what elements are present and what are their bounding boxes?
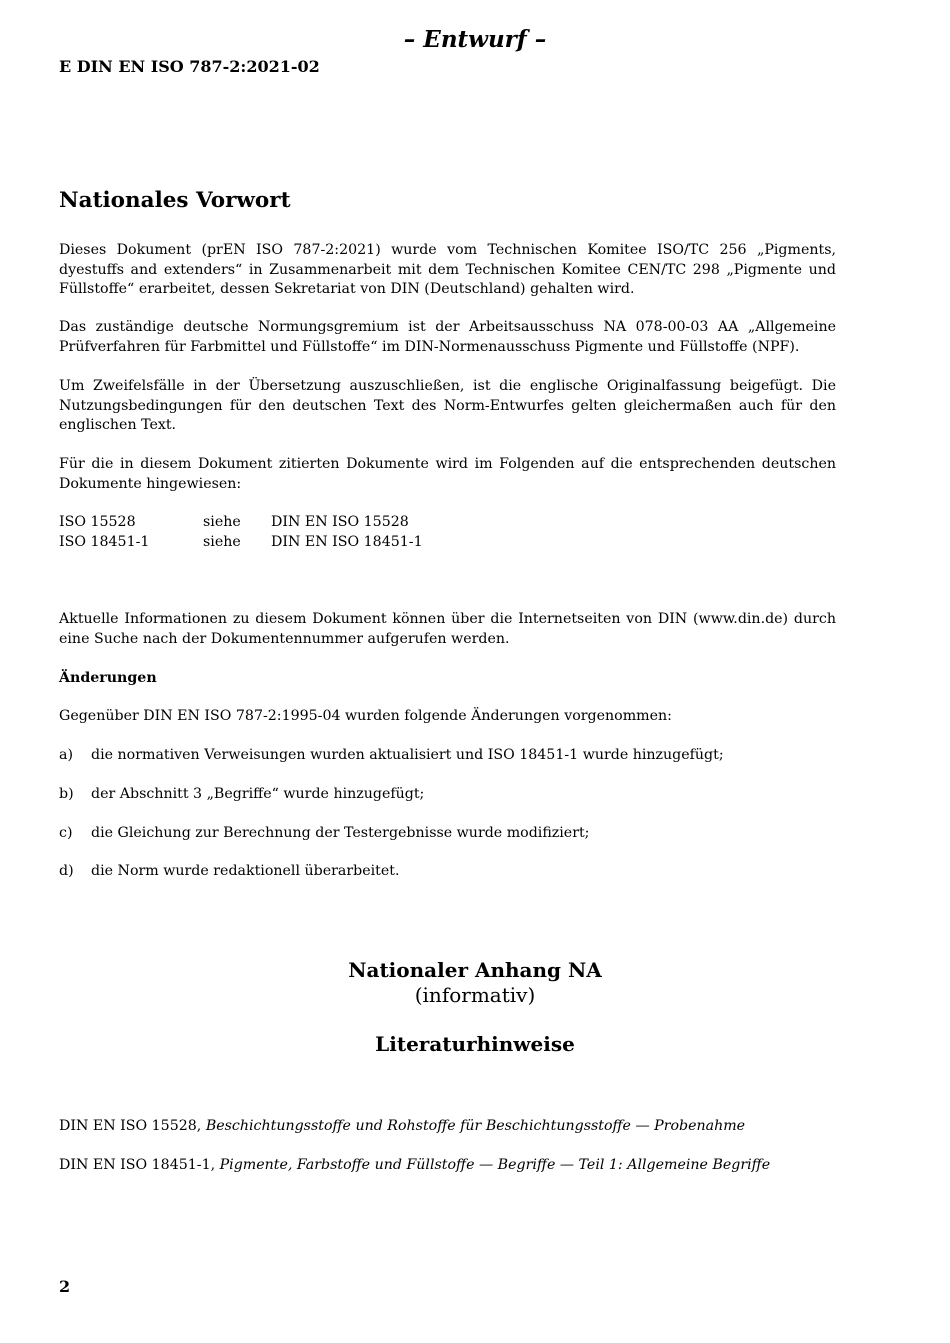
- bibliography-entry-title: Pigmente, Farbstoffe und Füllstoffe — Begriffe — Teil 1: Allgemeine Begriffe: [219, 1157, 771, 1173]
- annex-title: Nationaler Anhang NA: [348, 958, 602, 982]
- foreword-title: Nationales Vorwort: [59, 188, 291, 213]
- annex-subtitle: (informativ): [414, 983, 536, 1007]
- bibliography-ref: DIN EN ISO 15528,: [59, 1118, 206, 1134]
- page-number: 2: [59, 1277, 71, 1296]
- reference-iso: ISO 18451-1: [59, 534, 150, 550]
- draft-label: – Entwurf –: [403, 26, 547, 53]
- foreword-paragraph-2: Das zuständige deutsche Normungsgremium ist der Arbeitsausschuss NA 078-00-03 AA „Allgemeine Prüfverfahren für Farbmittel und Füllstoffe“ im DIN-Normenausschuss Pigmente und Füllstoffe (NPF).: [59, 319, 836, 355]
- changes-title: Änderungen: [59, 670, 157, 686]
- reference-see: siehe: [203, 514, 241, 530]
- list-item-label: b): [59, 786, 74, 802]
- reference-iso: ISO 15528: [59, 514, 136, 530]
- info-paragraph: Aktuelle Informationen zu diesem Dokument können über die Internetseiten von DIN (www.din.de) durch eine Suche nach der Dokumentennummer aufgerufen werden.: [59, 611, 836, 647]
- list-item-label: a): [59, 747, 73, 763]
- list-item-text: die normativen Verweisungen wurden aktualisiert und ISO 18451-1 wurde hinzugefügt;: [91, 747, 724, 763]
- list-item-text: der Abschnitt 3 „Begriffe“ wurde hinzugefügt;: [91, 786, 425, 802]
- bibliography-entry: [59, 1118, 745, 1134]
- bibliography-entry: [59, 1157, 770, 1173]
- list-item-label: d): [59, 863, 74, 879]
- changes-intro: Gegenüber DIN EN ISO 787-2:1995-04 wurden folgende Änderungen vorgenommen:: [59, 708, 672, 724]
- bibliography-ref: DIN EN ISO 18451-1,: [59, 1157, 220, 1173]
- reference-din: DIN EN ISO 15528: [271, 514, 409, 530]
- document-id: E DIN EN ISO 787-2:2021-02: [59, 57, 320, 76]
- foreword-paragraph-4: Für die in diesem Dokument zitierten Dokumente wird im Folgenden auf die entsprechenden deutschen Dokumente hingewiesen:: [59, 456, 836, 492]
- list-item-label: c): [59, 825, 73, 841]
- reference-din: DIN EN ISO 18451-1: [271, 534, 423, 550]
- bibliography-entry-title: Beschichtungsstoffe und Rohstoffe für Beschichtungsstoffe — Probenahme: [205, 1118, 746, 1134]
- foreword-paragraph-1: Dieses Dokument (prEN ISO 787-2:2021) wurde vom Technischen Komitee ISO/TC 256 „Pigments, dyestuffs and extenders“ in Zusammenarbeit mit dem Technischen Komitee CEN/TC 298 „Pigmente und Füllstoffe“ erarbeitet, dessen Sekretariat von DIN (Deutschland) gehalten wird.: [59, 242, 836, 298]
- list-item-text: die Norm wurde redaktionell überarbeitet.: [91, 863, 400, 879]
- bibliography-title: Literaturhinweise: [375, 1032, 575, 1056]
- reference-see: siehe: [203, 534, 241, 550]
- list-item-text: die Gleichung zur Berechnung der Testergebnisse wurde modifiziert;: [91, 825, 590, 841]
- foreword-paragraph-3: Um Zweifelsfälle in der Übersetzung auszuschließen, ist die englische Originalfassung beigefügt. Die Nutzungsbedingungen für den deutschen Text des Norm-Entwurfes gelten gleichermaßen auch für den englischen Text.: [59, 378, 836, 434]
